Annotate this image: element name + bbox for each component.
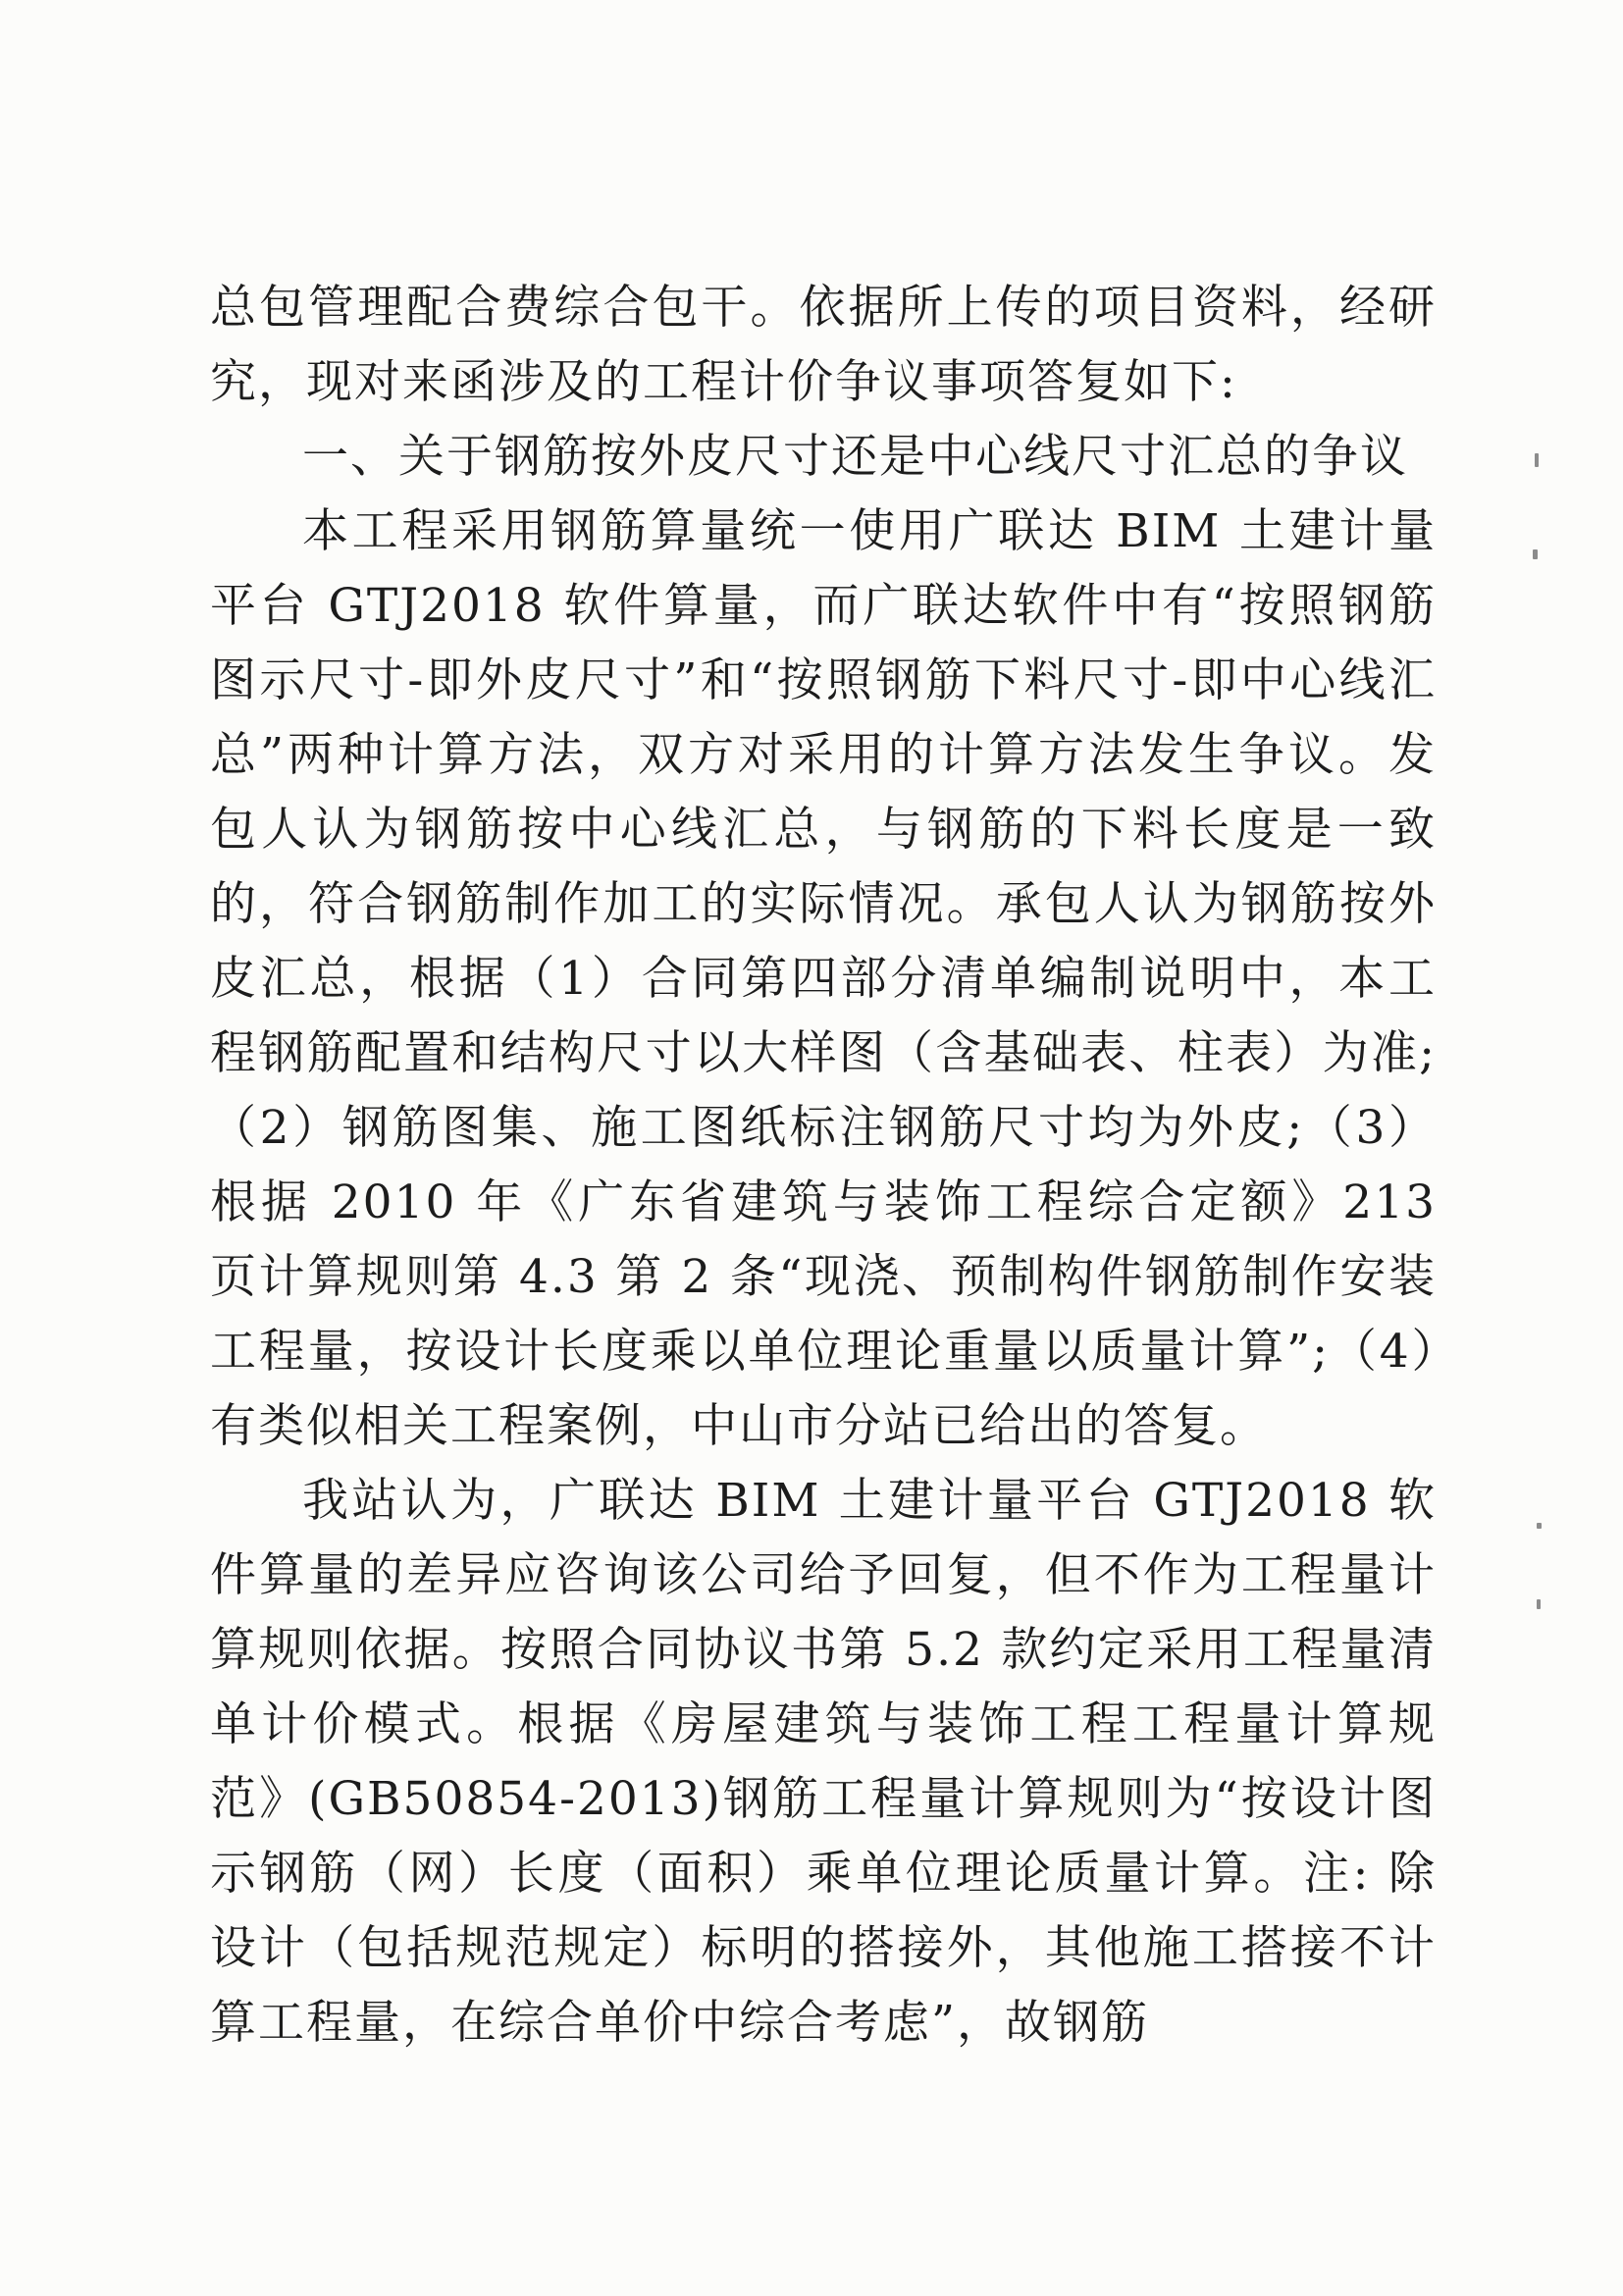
body-paragraph-2: 我站认为，广联达 BIM 土建计量平台 GTJ2018 软件算量的差异应咨询该公司给予回复，但不作为工程量计算规则依据。按照合同协议书第 5.2 款约定采用工程量清单计价模式。根据《房屋建筑与装饰工程工程量计算规范》(GB50854-2013)钢筋工程量计算规则为“按设计图示钢筋（网）长度（面积）乘单位理论质量计算。注: 除设计（包括规范规定）标明的搭接外，其他施工搭接不计算工程量，在综合单价中综合考虑”，故钢筋 <box>210 1474 1437 2050</box>
continuation-paragraph: 总包管理配合费综合包干。依据所上传的项目资料，经研究，现对来函涉及的工程计价争议事项答复如下: <box>210 281 1437 409</box>
scan-speck <box>1533 549 1538 559</box>
body-paragraph-1: 本工程采用钢筋算量统一使用广联达 BIM 土建计量平台 GTJ2018 软件算量，而广联达软件中有“按照钢筋图示尺寸-即外皮尺寸”和“按照钢筋下料尺寸-即中心线汇总”两种计算方法，双方对采用的计算方法发生争议。发包人认为钢筋按中心线汇总，与钢筋的下料长度是一致的，符合钢筋制作加工的实际情况。承包人认为钢筋按外皮汇总，根据（1）合同第四部分清单编制说明中，本工程钢筋配置和结构尺寸以大样图（含基础表、柱表）为准;（2）钢筋图集、施工图纸标注钢筋尺寸均为外皮;（3）根据 2010 年《广东省建筑与装饰工程综合定额》213 页计算规则第 4.3 第 2 条“现浇、预制构件钢筋制作安装工程量，按设计长度乘以单位理论重量以质量计算”;（4）有类似相关工程案例，中山市分站已给出的答复。 <box>210 504 1437 1453</box>
scan-speck <box>1537 1599 1541 1609</box>
document-body <box>210 271 1437 2061</box>
section-heading: 一、关于钢筋按外皮尺寸还是中心线尺寸汇总的争议 <box>302 430 1408 484</box>
scan-speck <box>1537 1523 1542 1529</box>
scan-speck <box>1535 453 1539 467</box>
